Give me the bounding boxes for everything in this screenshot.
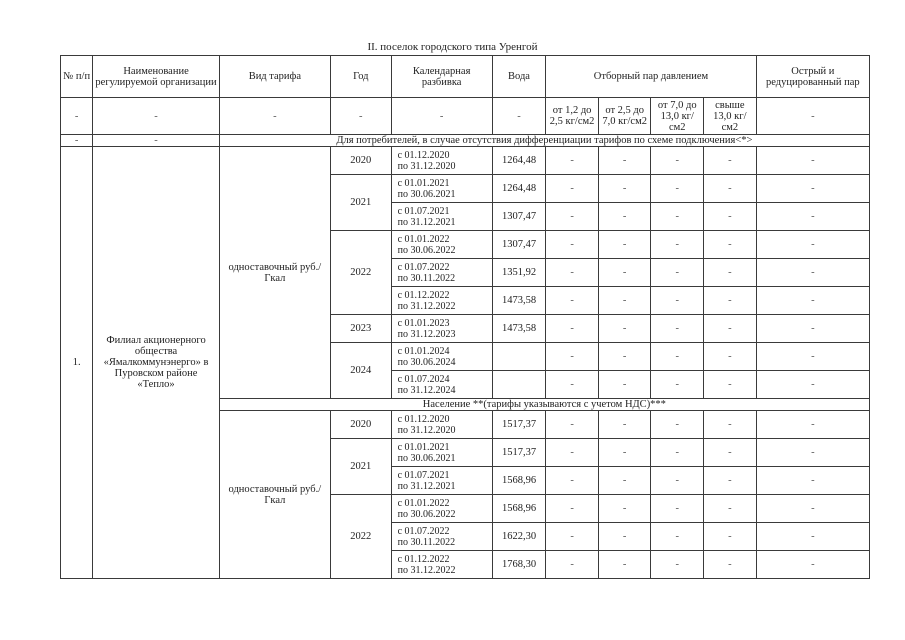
period-cell <box>391 343 492 371</box>
cell-dash: - <box>704 231 757 259</box>
cell-dash: - <box>598 371 651 399</box>
period-cell <box>391 203 492 231</box>
period-cell <box>391 551 492 579</box>
cell-dash: - <box>598 231 651 259</box>
cell-dash: - <box>546 551 599 579</box>
cell-dash: - <box>546 371 599 399</box>
header-sharp-steam: Острый и редуцированный пар <box>756 56 869 98</box>
cell-dash: - <box>598 203 651 231</box>
cell-dash: - <box>704 371 757 399</box>
tariff-type: одноставочный руб./Гкал <box>219 147 330 399</box>
period-to: по 30.06.2022 <box>397 508 456 520</box>
cell-dash: - <box>704 495 757 523</box>
cell-dash: - <box>756 523 869 551</box>
cell-dash: - <box>756 287 869 315</box>
cell-dash: - <box>546 175 599 203</box>
year-cell: 2022 <box>330 231 391 315</box>
cell-dash: - <box>546 495 599 523</box>
cell-dash: - <box>330 98 391 135</box>
cell-dash: - <box>598 175 651 203</box>
period-from: с 01.01.2022 <box>397 233 450 245</box>
tariff-table <box>60 55 870 579</box>
cell-dash: - <box>492 98 546 135</box>
cell-dash: - <box>93 135 219 147</box>
year-cell: 2021 <box>330 439 391 495</box>
cell-dash: - <box>756 203 869 231</box>
cell-dash: - <box>546 467 599 495</box>
tariff-type: одноставочный руб./Гкал <box>219 411 330 579</box>
cell-dash: - <box>651 175 704 203</box>
cell-dash: - <box>651 231 704 259</box>
cell-dash: - <box>61 135 93 147</box>
period-to: по 31.12.2020 <box>397 160 456 172</box>
cell-dash: - <box>756 411 869 439</box>
cell-dash: - <box>546 147 599 175</box>
period-from: с 01.07.2021 <box>397 469 450 481</box>
period-from: с 01.01.2023 <box>397 317 450 329</box>
period-cell <box>391 495 492 523</box>
cell-dash: - <box>546 411 599 439</box>
cell-dash: - <box>704 439 757 467</box>
water-value <box>492 343 546 371</box>
water-value: 1568,96 <box>492 495 546 523</box>
period-from: с 01.07.2024 <box>397 373 450 385</box>
cell-dash: - <box>756 371 869 399</box>
cell-dash: - <box>546 287 599 315</box>
cell-dash: - <box>704 551 757 579</box>
cell-dash: - <box>598 439 651 467</box>
period-to: по 30.06.2024 <box>397 356 456 368</box>
water-value: 1307,47 <box>492 231 546 259</box>
document-title: II. поселок городского типа Уренгой <box>367 41 538 53</box>
cell-dash: - <box>651 147 704 175</box>
water-value: 1264,48 <box>492 175 546 203</box>
period-cell <box>391 439 492 467</box>
cell-dash: - <box>546 203 599 231</box>
period-to: по 31.12.2022 <box>397 564 456 576</box>
period-from: с 01.12.2022 <box>397 553 450 565</box>
cell-dash: - <box>756 343 869 371</box>
header-water: Вода <box>492 56 546 98</box>
section-population-label: Население **(тарифы указываются с учетом НДС)*** <box>219 399 869 411</box>
period-cell <box>391 315 492 343</box>
water-value: 1622,30 <box>492 523 546 551</box>
water-value: 1473,58 <box>492 315 546 343</box>
header-num: № п/п <box>61 56 93 98</box>
cell-dash: - <box>651 439 704 467</box>
cell-dash: - <box>756 175 869 203</box>
subheader-pressure-2: от 2,5 до 7,0 кг/см2 <box>598 98 651 135</box>
cell-dash: - <box>704 175 757 203</box>
header-organization: Наименование регулируемой организации <box>93 56 219 98</box>
period-cell <box>391 371 492 399</box>
water-value: 1307,47 <box>492 203 546 231</box>
period-cell <box>391 175 492 203</box>
period-cell <box>391 259 492 287</box>
year-cell: 2024 <box>330 343 391 399</box>
section-consumers-row <box>61 135 870 147</box>
header-calendar: Календарная разбивка <box>391 56 492 98</box>
cell-dash: - <box>598 259 651 287</box>
water-value: 1568,96 <box>492 467 546 495</box>
period-to: по 30.11.2022 <box>397 536 456 548</box>
section-consumers-label: Для потребителей, в случае отсутствия дифференциации тарифов по схеме подключения<*> <box>219 135 869 147</box>
cell-dash: - <box>704 287 757 315</box>
org-name: Филиал акционерного общества «Ямалкоммунэнерго» в Пуровском районе «Тепло» <box>93 147 219 579</box>
cell-dash: - <box>651 315 704 343</box>
cell-dash: - <box>756 259 869 287</box>
period-from: с 01.01.2024 <box>397 345 450 357</box>
cell-dash: - <box>756 231 869 259</box>
cell-dash: - <box>756 315 869 343</box>
cell-dash: - <box>756 98 869 135</box>
header-row <box>61 56 870 98</box>
period-to: по 30.06.2021 <box>397 188 456 200</box>
period-from: с 01.07.2022 <box>397 261 450 273</box>
cell-dash: - <box>704 411 757 439</box>
cell-dash: - <box>546 315 599 343</box>
cell-dash: - <box>756 495 869 523</box>
cell-dash: - <box>598 411 651 439</box>
subheader-row <box>61 98 870 135</box>
header-tariff-type: Вид тарифа <box>219 56 330 98</box>
period-to: по 31.12.2021 <box>397 480 456 492</box>
cell-dash: - <box>756 439 869 467</box>
water-value: 1351,92 <box>492 259 546 287</box>
cell-dash: - <box>704 259 757 287</box>
period-from: с 01.12.2020 <box>397 413 450 425</box>
cell-dash: - <box>704 467 757 495</box>
period-from: с 01.01.2022 <box>397 497 450 509</box>
cell-dash: - <box>651 523 704 551</box>
period-to: по 30.06.2021 <box>397 452 456 464</box>
cell-dash: - <box>598 551 651 579</box>
water-value <box>492 371 546 399</box>
cell-dash: - <box>704 315 757 343</box>
cell-dash: - <box>598 495 651 523</box>
cell-dash: - <box>598 467 651 495</box>
cell-dash: - <box>651 495 704 523</box>
period-cell <box>391 523 492 551</box>
subheader-pressure-1: от 1,2 до 2,5 кг/см2 <box>546 98 599 135</box>
cell-dash: - <box>598 147 651 175</box>
cell-dash: - <box>598 523 651 551</box>
year-cell: 2023 <box>330 315 391 343</box>
cell-dash: - <box>546 259 599 287</box>
cell-dash: - <box>756 147 869 175</box>
period-from: с 01.12.2020 <box>397 149 450 161</box>
cell-dash: - <box>756 467 869 495</box>
period-from: с 01.12.2022 <box>397 289 450 301</box>
period-from: с 01.07.2021 <box>397 205 450 217</box>
year-cell: 2021 <box>330 175 391 231</box>
cell-dash: - <box>704 343 757 371</box>
cell-dash: - <box>93 98 219 135</box>
header-year: Год <box>330 56 391 98</box>
period-cell <box>391 467 492 495</box>
cell-dash: - <box>651 287 704 315</box>
cell-dash: - <box>651 343 704 371</box>
cell-dash: - <box>651 551 704 579</box>
cell-dash: - <box>651 411 704 439</box>
period-from: с 01.01.2021 <box>397 441 450 453</box>
cell-dash: - <box>651 371 704 399</box>
water-value: 1517,37 <box>492 411 546 439</box>
subheader-pressure-4: свыше 13,0 кг/см2 <box>704 98 757 135</box>
cell-dash: - <box>651 203 704 231</box>
header-steam: Отборный пар давлением <box>546 56 756 98</box>
cell-dash: - <box>598 343 651 371</box>
cell-dash: - <box>546 343 599 371</box>
period-from: с 01.07.2022 <box>397 525 450 537</box>
year-cell: 2020 <box>330 147 391 175</box>
cell-dash: - <box>391 98 492 135</box>
water-value: 1473,58 <box>492 287 546 315</box>
period-cell <box>391 411 492 439</box>
year-cell: 2022 <box>330 495 391 579</box>
period-to: по 31.12.2020 <box>397 424 456 436</box>
cell-dash: - <box>651 467 704 495</box>
water-value: 1264,48 <box>492 147 546 175</box>
cell-dash: - <box>704 203 757 231</box>
cell-dash: - <box>546 439 599 467</box>
period-to: по 30.11.2022 <box>397 272 456 284</box>
period-cell <box>391 231 492 259</box>
cell-dash: - <box>61 98 93 135</box>
period-to: по 30.06.2022 <box>397 244 456 256</box>
period-to: по 31.12.2024 <box>397 384 456 396</box>
period-cell <box>391 147 492 175</box>
cell-dash: - <box>219 98 330 135</box>
cell-dash: - <box>546 231 599 259</box>
period-cell <box>391 287 492 315</box>
cell-dash: - <box>704 147 757 175</box>
cell-dash: - <box>756 551 869 579</box>
cell-dash: - <box>598 287 651 315</box>
table-row <box>61 147 870 175</box>
period-to: по 31.12.2022 <box>397 300 456 312</box>
cell-dash: - <box>651 259 704 287</box>
cell-dash: - <box>546 523 599 551</box>
org-number: 1. <box>61 147 93 579</box>
cell-dash: - <box>598 315 651 343</box>
period-from: с 01.01.2021 <box>397 177 450 189</box>
cell-dash: - <box>704 523 757 551</box>
period-to: по 31.12.2023 <box>397 328 456 340</box>
water-value: 1768,30 <box>492 551 546 579</box>
subheader-pressure-3: от 7,0 до 13,0 кг/см2 <box>651 98 704 135</box>
water-value: 1517,37 <box>492 439 546 467</box>
year-cell: 2020 <box>330 411 391 439</box>
period-to: по 31.12.2021 <box>397 216 456 228</box>
